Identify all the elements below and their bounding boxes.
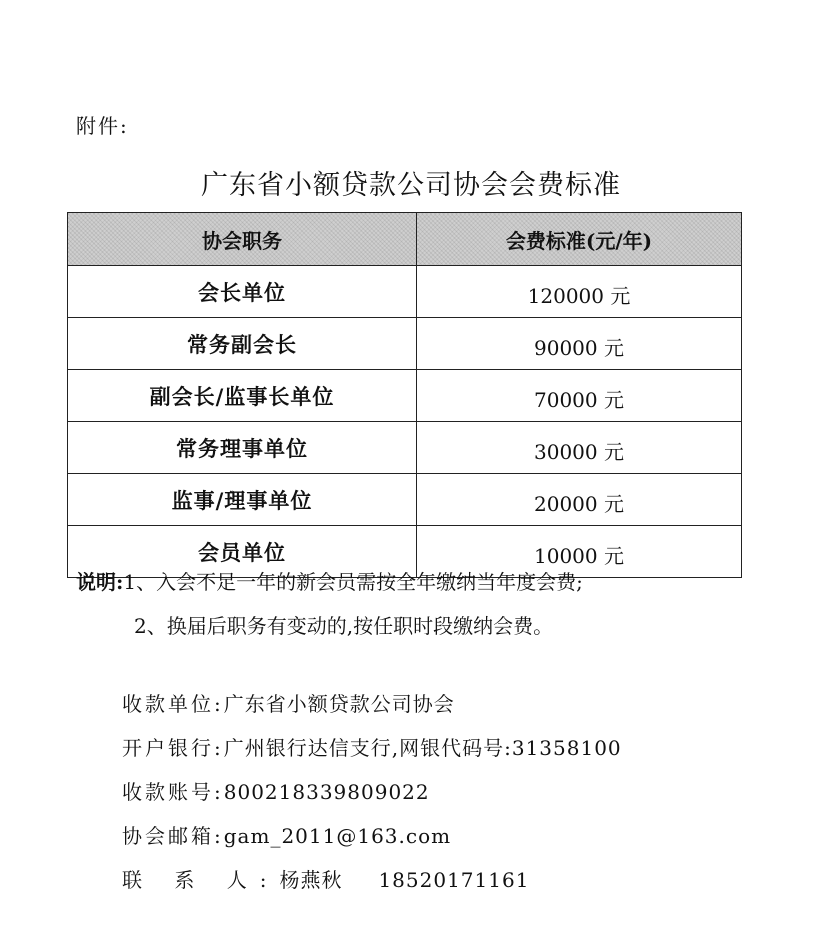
header-fee: 会费标准(元/年): [417, 213, 742, 266]
role-cell: 会长单位: [68, 266, 417, 318]
note-line-1: [76, 560, 583, 604]
table-row: [68, 370, 742, 422]
role-cell: 会员单位: [68, 526, 417, 578]
table-header-row: [68, 213, 742, 266]
fee-cell: 10000 元: [417, 526, 742, 578]
contact-name: 杨燕秋: [279, 868, 343, 892]
contact-label: 联 系 人:: [122, 868, 280, 892]
role-cell: 常务副会长: [68, 318, 417, 370]
email-label: 协会邮箱:: [122, 824, 224, 848]
payee-label: 收款单位:: [122, 692, 224, 716]
account-row: [122, 770, 622, 814]
payee-row: [122, 682, 622, 726]
note-item-2: 2、换届后职务有变动的,按任职时段缴纳会费。: [134, 614, 554, 638]
note-item-1: 1、入会不足一年的新会员需按全年缴纳当年度会费;: [123, 570, 583, 594]
payee-value: 广东省小额贷款公司协会: [223, 692, 455, 716]
header-role: 协会职务: [68, 213, 417, 266]
fee-cell: 90000 元: [417, 318, 742, 370]
fee-cell: 20000 元: [417, 474, 742, 526]
notes-prefix: 说明:: [76, 570, 124, 594]
role-cell: 副会长/监事长单位: [68, 370, 417, 422]
table-row: [68, 474, 742, 526]
email-value: gam_2011@163.com: [223, 824, 452, 848]
contact-phone: 18520171161: [378, 868, 530, 892]
table-row: [68, 422, 742, 474]
role-cell: 常务理事单位: [68, 422, 417, 474]
role-cell: 监事/理事单位: [68, 474, 417, 526]
account-value: 800218339809022: [223, 780, 430, 804]
fee-cell: 120000 元: [417, 266, 742, 318]
payment-info: [122, 682, 622, 902]
fee-cell: 30000 元: [417, 422, 742, 474]
table-row: [68, 318, 742, 370]
bank-value: 广州银行达信支行,网银代码号:31358100: [223, 736, 622, 760]
contact-row: [122, 858, 622, 902]
document-title: 广东省小额贷款公司协会会费标准: [201, 170, 621, 201]
attachment-label: 附件:: [76, 114, 129, 138]
table-row: [68, 266, 742, 318]
fee-cell: 70000 元: [417, 370, 742, 422]
note-line-2: [76, 604, 583, 648]
account-label: 收款账号:: [122, 780, 224, 804]
email-row: [122, 814, 622, 858]
bank-row: [122, 726, 622, 770]
fee-table: [67, 212, 742, 578]
bank-label: 开户银行:: [122, 736, 224, 760]
notes-section: [76, 560, 583, 648]
